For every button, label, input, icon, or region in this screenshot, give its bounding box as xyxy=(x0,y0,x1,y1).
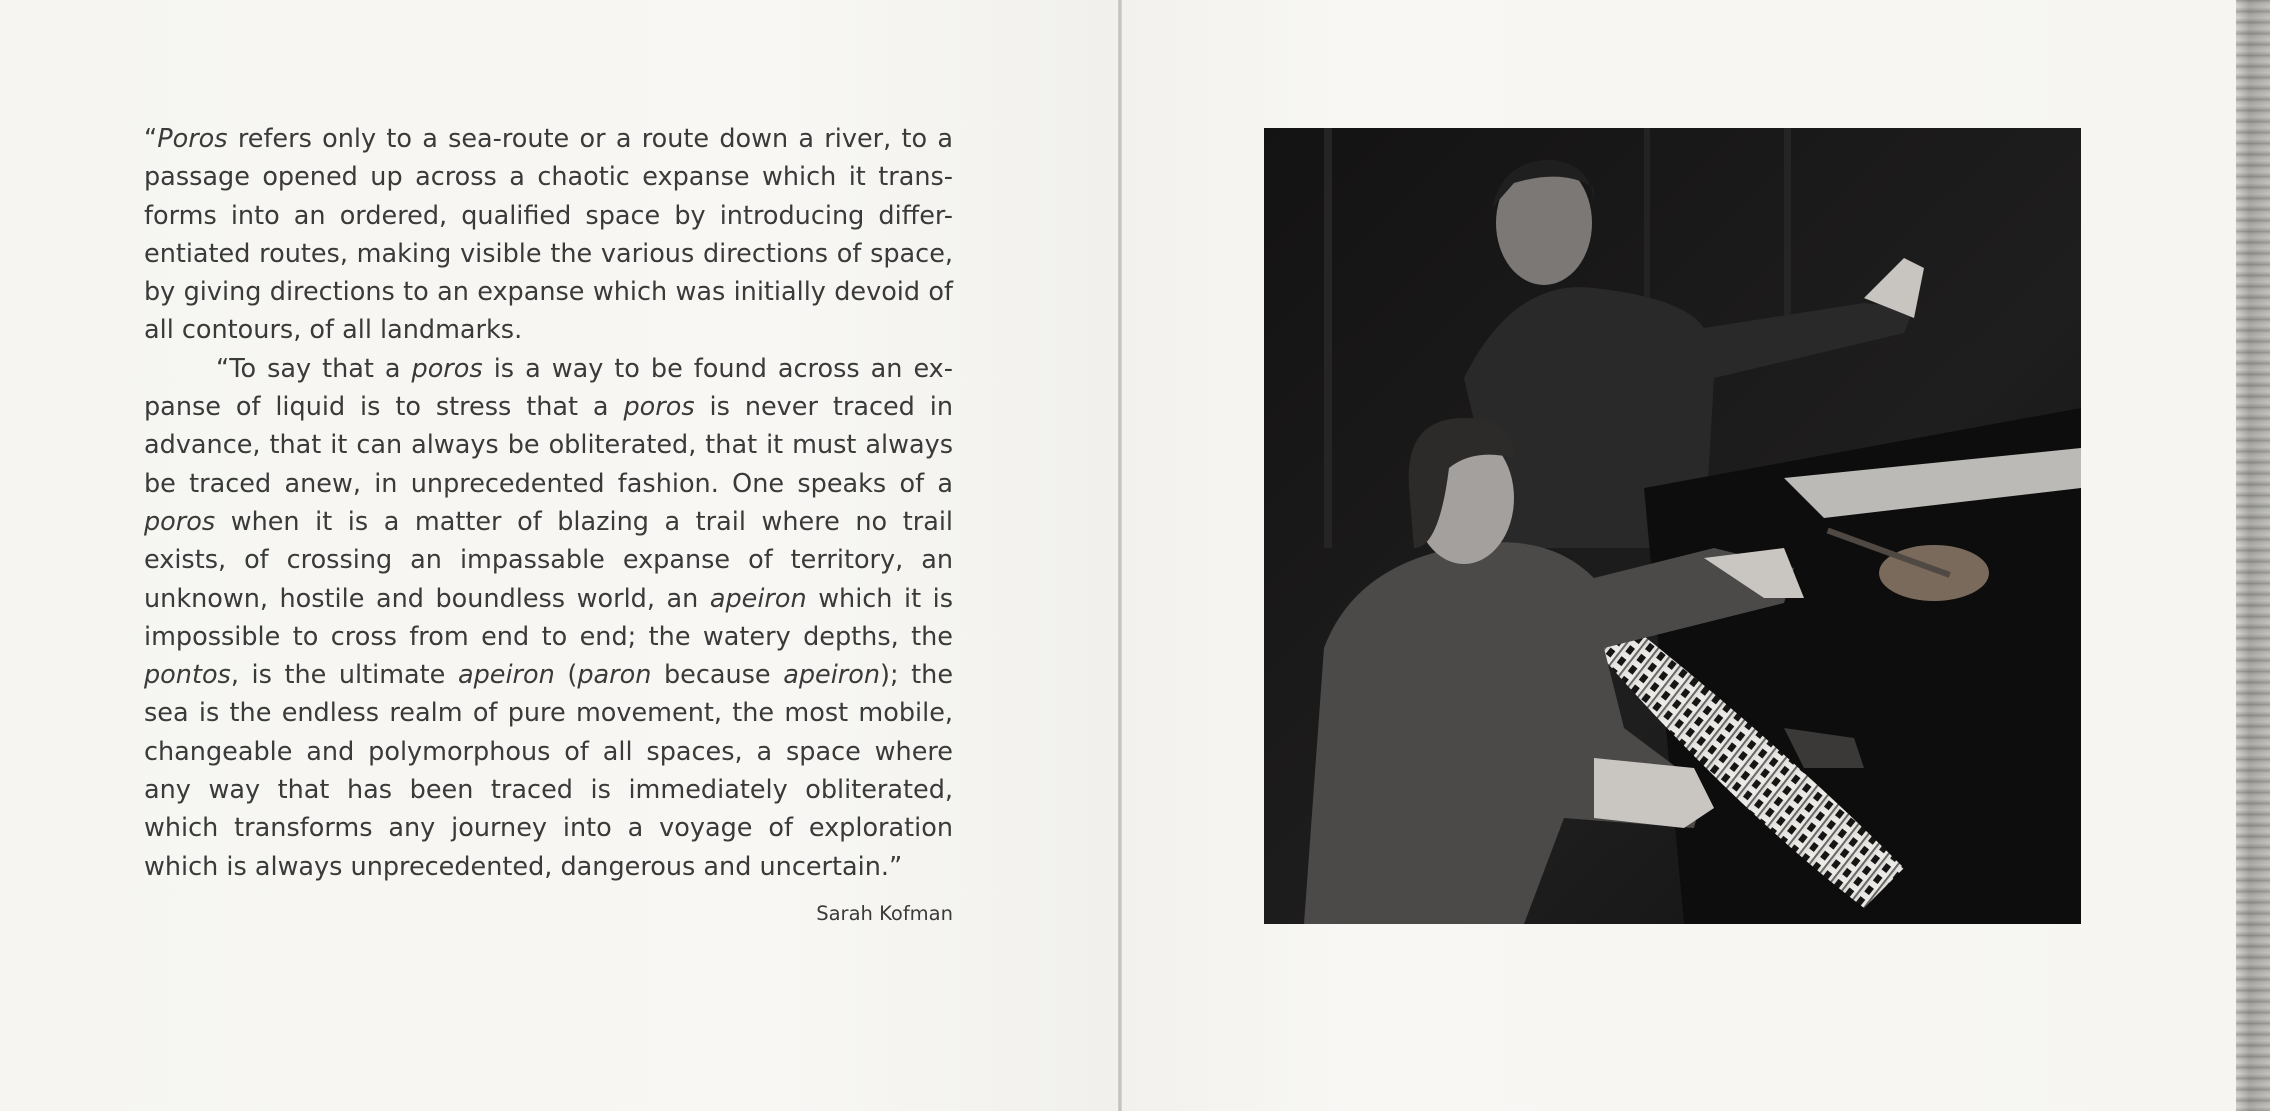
quote-block xyxy=(144,120,953,886)
quote-text-run: is never traced in advance, that it can always be obliterated, that it must always be traced anew, in unprecedented fashion. One speaks of a xyxy=(144,392,953,499)
quote-italic-term: apeiron xyxy=(709,583,807,614)
quote-text-run: which it is impossible to cross from end to end; the watery depths, the xyxy=(144,583,953,652)
quote-italic-term: poros xyxy=(144,506,216,537)
quote-italic-term: pontos xyxy=(144,660,231,691)
quote-author: Sarah Kofman xyxy=(816,902,953,925)
quote-text-run: refers only to a sea-route or a route down a river, to a passage opened up across a chaotic expanse which it trans- forms into an ordered, qualified space by introducing differ- entiated routes, making visible the various directions of space, by giving directions to an expanse which was initially devoid of all contours, of all landmarks. xyxy=(144,124,953,346)
quote-italic-term: poros xyxy=(623,392,695,423)
quote-text-run: “To say that a xyxy=(216,353,412,384)
quote-text-run: because xyxy=(651,660,784,691)
quote-text-run: “ xyxy=(144,124,158,154)
quote-text-run: ); the sea is the endless realm of pure movement, the most mobile, changeable and polymorphous of all spaces, a space where any way that has been traced is immediately obliterated, which transforms any journey into a voyage of exploration which is always unprecedented, dangerous and uncertain.” xyxy=(144,660,954,882)
quote-italic-term: poros xyxy=(411,353,483,384)
quote-italic-term: paron xyxy=(577,660,652,691)
page-edge xyxy=(2236,0,2270,1111)
quote-text-run: when it is a matter of blazing a trail where no trail exists, of crossing an impassable expanse of territory, an unknown, hostile and boundless world, an xyxy=(144,506,953,614)
quote-text-run: is a way to be found across an ex- panse of liquid is to stress that a xyxy=(144,353,953,423)
quote-italic-term: apeiron xyxy=(783,660,881,691)
musicians-photo xyxy=(1264,128,2081,924)
quote-italic-term: apeiron xyxy=(457,660,555,691)
quote-italic-term: Poros xyxy=(157,124,228,154)
quote-paragraph-1 xyxy=(144,120,953,350)
quote-text-run: , is the ultimate xyxy=(230,660,458,691)
photograph-two-musicians-piano-icon xyxy=(1264,128,2081,924)
quote-paragraph-2 xyxy=(144,350,953,886)
quote-text-run: ( xyxy=(554,660,578,691)
